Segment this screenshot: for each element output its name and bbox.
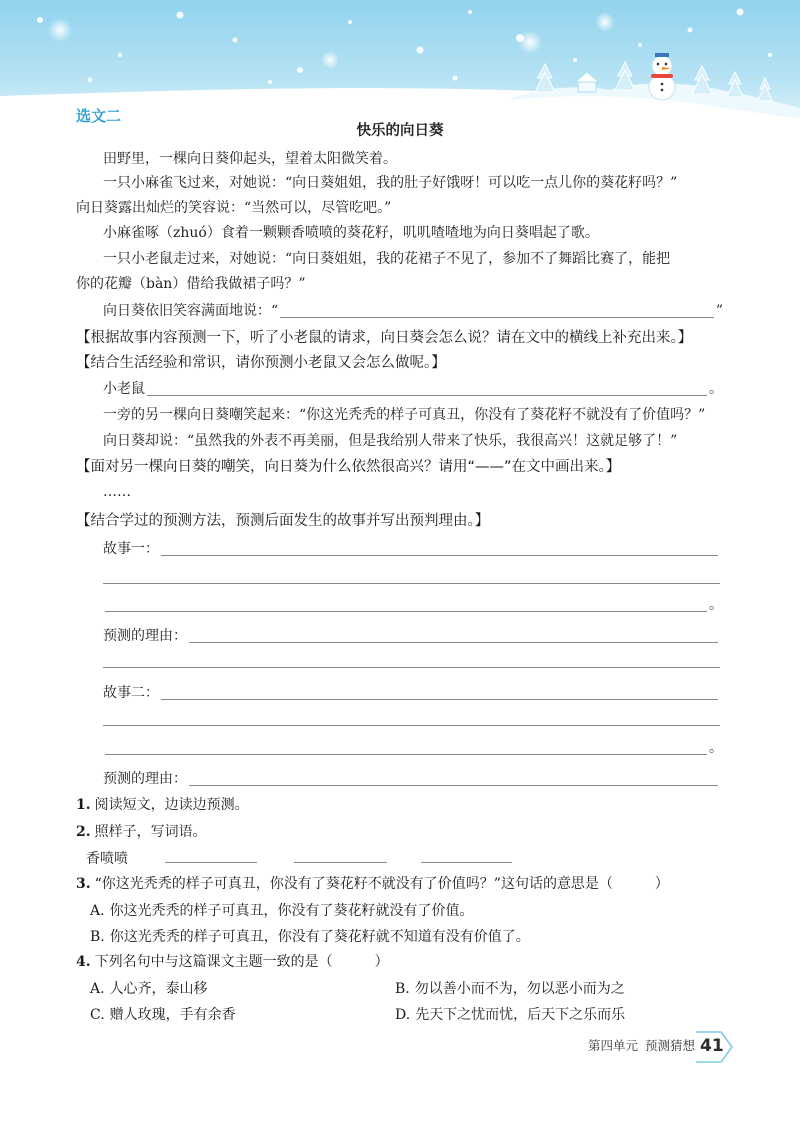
question-3 bbox=[76, 874, 669, 894]
option-letter: A. bbox=[90, 903, 105, 919]
answer-blank bbox=[189, 771, 718, 786]
snowflake bbox=[573, 58, 577, 62]
question-text: 下列名句中与这篇课文主题一致的是（ ） bbox=[94, 954, 389, 970]
fill-line-prefix: 向日葵依旧笑容满面地说：“ bbox=[103, 303, 279, 319]
question-1 bbox=[76, 795, 249, 815]
question-number: 2. bbox=[76, 824, 91, 840]
snowflake bbox=[768, 53, 772, 57]
reason-two-fill-line bbox=[103, 769, 720, 789]
option-text: 勿以善小而不为，勿以恶小而为之 bbox=[414, 981, 625, 997]
snowflake bbox=[118, 53, 122, 57]
question-4 bbox=[76, 952, 389, 972]
question-number: 3. bbox=[76, 876, 91, 892]
snowflake bbox=[233, 38, 238, 43]
story-paragraph-continued: 你的花瓣（bàn）借给我做裙子吗？” bbox=[76, 276, 306, 292]
question-number: 1. bbox=[76, 797, 91, 813]
word-blank bbox=[421, 848, 512, 863]
story-paragraph: 一只小麻雀飞过来，对她说：“向日葵姐姐，我的肚子好饿呀！可以吃一点儿你的葵花籽吗？” bbox=[103, 175, 678, 191]
question-2 bbox=[76, 822, 207, 842]
snowflake bbox=[468, 10, 472, 14]
snowflake bbox=[297, 67, 303, 73]
word-example-row bbox=[86, 848, 512, 868]
story-two-fill-line bbox=[103, 683, 720, 703]
footer-topic: 预测猜想 bbox=[645, 1038, 696, 1053]
word-blank bbox=[165, 848, 257, 863]
reason-label: 预测的理由： bbox=[103, 771, 187, 787]
option-letter: D. bbox=[395, 1007, 411, 1023]
option-letter: A. bbox=[90, 981, 105, 997]
option-a bbox=[90, 979, 208, 999]
question-text: 阅读短文，边读边预测。 bbox=[94, 797, 249, 813]
snow-glow bbox=[321, 51, 339, 69]
answer-line-with-end-mark bbox=[103, 595, 723, 615]
answer-line bbox=[103, 583, 720, 584]
story-one-label: 故事一： bbox=[103, 541, 159, 557]
question-number: 4. bbox=[76, 954, 91, 970]
sunflower-reply-fill-line bbox=[103, 301, 723, 321]
prediction-prompt: 【面对另一棵向日葵的嘲笑，向日葵为什么依然很高兴？请用“——”在文中画出来。】 bbox=[76, 459, 621, 475]
story-paragraph: 小麻雀啄（zhuó）食着一颗颗香喷喷的葵花籽，叽叽喳喳地为向日葵唱起了歌。 bbox=[103, 225, 599, 241]
story-title: 快乐的向日葵 bbox=[356, 123, 444, 139]
answer-blank bbox=[280, 303, 714, 318]
mouse-action-fill-line bbox=[103, 379, 723, 399]
snow-glow bbox=[595, 12, 615, 32]
snowflake bbox=[417, 47, 424, 54]
page-footer bbox=[588, 1036, 695, 1056]
question-text: 照样子，写词语。 bbox=[94, 824, 207, 840]
question-text: “你这光秃秃的样子可真丑，你没有了葵花籽不就没有了价值吗？”这句话的意思是（ ） bbox=[94, 876, 669, 892]
prediction-prompt: 【结合生活经验和常识，请你预测小老鼠又会怎么做呢。】 bbox=[76, 355, 446, 371]
snowflake bbox=[737, 9, 744, 16]
option-b bbox=[90, 927, 530, 947]
answer-blank bbox=[105, 740, 707, 755]
page-number: 41 bbox=[700, 1036, 724, 1056]
snowflake bbox=[88, 78, 93, 83]
end-mark: 。 bbox=[709, 597, 723, 613]
fill-line-suffix: 。 bbox=[709, 381, 723, 397]
option-d bbox=[395, 1005, 625, 1025]
option-letter: C. bbox=[90, 1007, 105, 1023]
word-blank bbox=[294, 848, 387, 863]
answer-line bbox=[103, 725, 720, 726]
option-c bbox=[90, 1005, 236, 1025]
snowflake bbox=[268, 80, 272, 84]
snowflake bbox=[177, 12, 184, 19]
option-text: 赠人玫瑰，手有余香 bbox=[109, 1007, 236, 1023]
option-b bbox=[395, 979, 625, 999]
snowflake bbox=[638, 43, 642, 47]
footer-unit: 第四单元 bbox=[588, 1038, 639, 1053]
snowflake bbox=[37, 17, 43, 23]
answer-blank bbox=[161, 541, 718, 556]
snowflake bbox=[516, 34, 524, 42]
story-paragraph: 向日葵却说：“虽然我的外表不再美丽，但是我给别人带来了快乐，我很高兴！这就足够了！” bbox=[103, 433, 678, 449]
snow-glow bbox=[48, 18, 72, 42]
story-paragraph: 田野里，一棵向日葵仰起头，望着太阳微笑着。 bbox=[103, 151, 397, 167]
prediction-prompt: 【结合学过的预测方法，预测后面发生的故事并写出预判理由。】 bbox=[76, 513, 490, 529]
answer-blank bbox=[161, 685, 718, 700]
answer-line bbox=[103, 667, 720, 668]
story-ellipsis: …… bbox=[103, 484, 131, 500]
section-label: 选文二 bbox=[76, 107, 122, 125]
option-text: 你这光秃秃的样子可真丑，你没有了葵花籽就没有了价值。 bbox=[109, 903, 474, 919]
fill-line-suffix: ” bbox=[715, 303, 723, 319]
answer-line-with-end-mark bbox=[103, 738, 723, 758]
fill-line-prefix: 小老鼠 bbox=[103, 381, 145, 397]
snowflake bbox=[688, 28, 693, 33]
answer-blank bbox=[105, 597, 707, 612]
answer-blank bbox=[189, 628, 718, 643]
option-text: 人心齐，泰山移 bbox=[109, 981, 208, 997]
option-letter: B. bbox=[395, 981, 410, 997]
story-paragraph: 向日葵露出灿烂的笑容说：“当然可以，尽管吃吧。” bbox=[76, 200, 392, 216]
story-paragraph: 一只小老鼠走过来，对她说：“向日葵姐姐，我的花裙子不见了，参加不了舞蹈比赛了，能把 bbox=[103, 251, 671, 267]
option-letter: B. bbox=[90, 929, 105, 945]
snowflake bbox=[348, 20, 352, 24]
reason-label: 预测的理由： bbox=[103, 628, 187, 644]
option-text: 你这光秃秃的样子可真丑，你没有了葵花籽就不知道有没有价值了。 bbox=[109, 929, 530, 945]
end-mark: 。 bbox=[709, 740, 723, 756]
story-two-label: 故事二： bbox=[103, 685, 159, 701]
prediction-prompt: 【根据故事内容预测一下，听了小老鼠的请求，向日葵会怎么说？请在文中的横线上补充出来。】 bbox=[76, 330, 693, 346]
option-text: 先天下之忧而忧，后天下之乐而乐 bbox=[415, 1007, 626, 1023]
reason-one-fill-line bbox=[103, 626, 720, 646]
example-word: 香喷喷 bbox=[86, 851, 128, 867]
answer-blank bbox=[147, 381, 707, 396]
snow-glow bbox=[518, 30, 542, 54]
story-paragraph: 一旁的另一棵向日葵嘲笑起来：“你这光秃秃的样子可真丑，你没有了葵花籽不就没有了价值吗？” bbox=[103, 407, 706, 423]
option-a bbox=[90, 901, 474, 921]
snowflake bbox=[453, 76, 458, 81]
story-one-fill-line bbox=[103, 539, 720, 559]
